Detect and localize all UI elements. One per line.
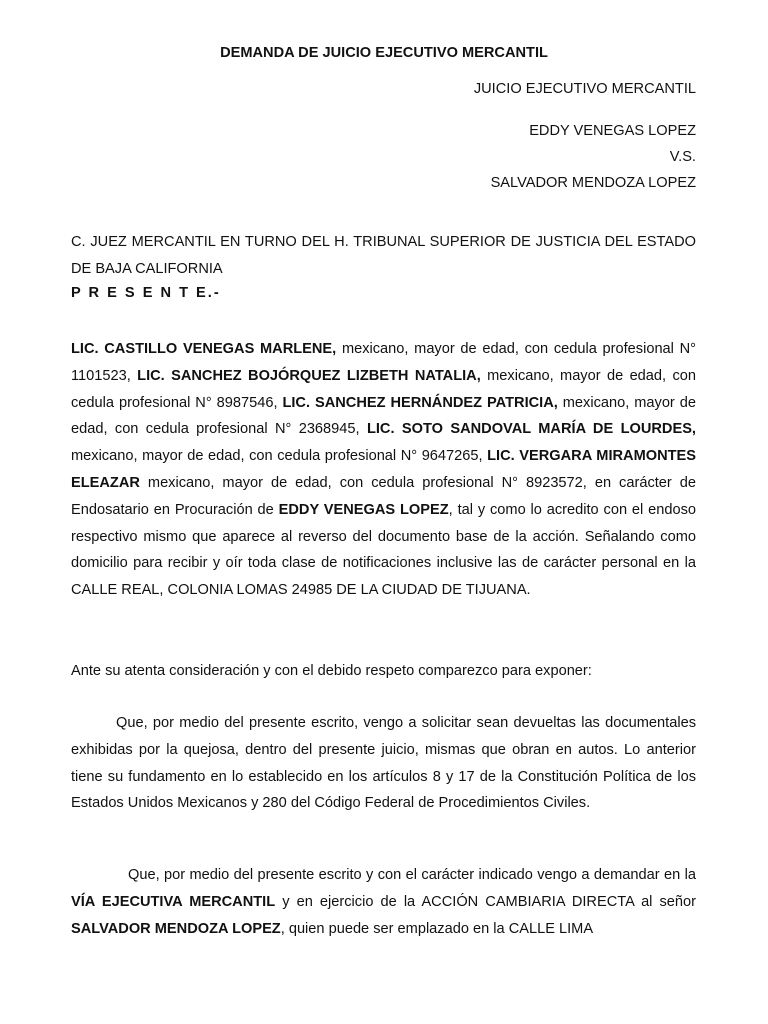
attorney-name: LIC. SANCHEZ HERNÁNDEZ PATRICIA, <box>282 394 558 411</box>
request-text: Que, por medio del presente escrito, vengo a solicitar sean devueltas las documentales exhibidas por la quejosa, dentro del presente juicio, mismas que obran en autos. Lo anterior tiene su fundamento en lo establecido en los artículos 8 y 17 de la Constitución Política de los Estados Unidos Mexicanos y 280 del Código Federal de Procedimientos Civiles. <box>71 715 696 812</box>
attorney-details: mexicano, mayor de edad, con cedula profesional N° 8987546, <box>71 367 696 411</box>
attorney-details: mexicano, mayor de edad, con cedula profesional N° 8923572, en carácter de Endosatario en Procuración de <box>71 474 696 518</box>
client-name: EDDY VENEGAS LOPEZ <box>278 501 449 518</box>
demand-via: VÍA EJECUTIVA MERCANTIL <box>71 893 276 910</box>
addressee-text: C. JUEZ MERCANTIL EN TURNO DEL H. TRIBUNAL SUPERIOR DE JUSTICIA DEL ESTADO DE BAJA CALIFORNIA <box>71 234 696 277</box>
attorney-name: LIC. CASTILLO VENEGAS MARLENE, <box>71 341 337 357</box>
attorney-name: LIC. SOTO SANDOVAL MARÍA DE LOURDES, <box>366 421 696 438</box>
versus-label: V.S. <box>669 149 696 165</box>
defendant-name: SALVADOR MENDOZA LOPEZ <box>490 175 696 191</box>
demand-text: , quien puede ser emplazado en la CALLE LIMA <box>280 920 594 937</box>
plaintiff-name: EDDY VENEGAS LOPEZ <box>529 123 696 139</box>
paragraph-demand <box>71 862 696 942</box>
attorney-details: mexicano, mayor de edad, con cedula profesional N° 2368945, <box>71 394 696 438</box>
domicile-text: , tal y como lo acredito con el endoso respectivo mismo que aparece al reverso del documento base de la acción. Señalando como domicilio para recibir y oír toda clase de notificaciones inclusive las de carácter personal en la CALLE REAL, COLONIA LOMAS 24985 DE LA CIUDAD DE TIJUANA. <box>71 501 697 599</box>
case-type: JUICIO EJECUTIVO MERCANTIL <box>473 81 696 97</box>
demand-text: y en ejercicio de la ACCIÓN CAMBIARIA DIRECTA al señor <box>275 893 697 910</box>
attorney-details: mexicano, mayor de edad, con cedula profesional N° 1101523, <box>71 341 697 384</box>
document-title: DEMANDA DE JUICIO EJECUTIVO MERCANTIL <box>220 45 548 61</box>
attorney-name: LIC. VERGARA MIRAMONTES ELEAZAR <box>71 448 697 491</box>
paragraph-consideration <box>71 658 696 685</box>
defendant-ref: SALVADOR MENDOZA LOPEZ <box>71 920 281 937</box>
presente-label: P R E S E N T E.- <box>71 285 221 301</box>
paragraph-request <box>71 710 696 817</box>
consideration-text: Ante su atenta consideración y con el debido respeto comparezco para exponer: <box>71 663 592 679</box>
paragraph-attorneys <box>71 336 696 604</box>
attorney-details: mexicano, mayor de edad, con cedula profesional N° 9647265, <box>71 448 488 465</box>
attorney-name: LIC. SANCHEZ BOJÓRQUEZ LIZBETH NATALIA, <box>137 367 481 384</box>
addressee-block <box>71 229 696 283</box>
demand-text: Que, por medio del presente escrito y con el carácter indicado vengo a demandar en la <box>128 867 696 883</box>
